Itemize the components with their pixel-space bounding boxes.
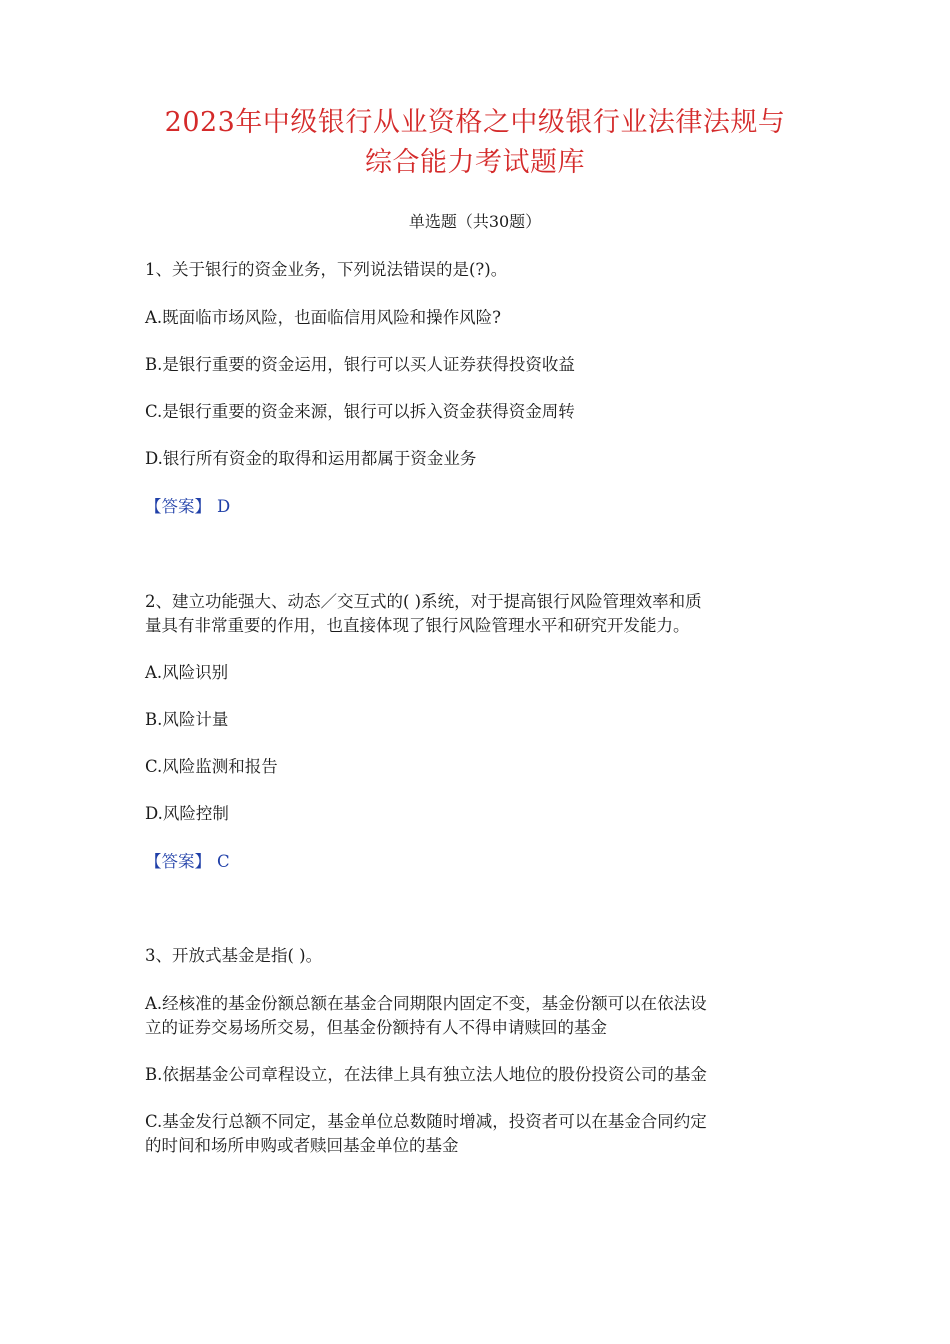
question-3-option-a-line-2: 立的证券交易场所交易，但基金份额持有人不得申请赎回的基金 xyxy=(145,1018,607,1037)
question-3-option-b: B.依据基金公司章程设立，在法律上具有独立法人地位的股份投资公司的基金 xyxy=(145,1065,707,1084)
document-title xyxy=(100,103,850,183)
title-line-1: 2023年中级银行从业资格之中级银行业法律法规与 xyxy=(164,107,786,138)
question-2-option-a: A.风险识别 xyxy=(145,663,229,682)
question-1-option-c: C.是银行重要的资金来源，银行可以拆入资金获得资金周转 xyxy=(145,402,575,421)
question-3-option-a-line-1: A.经核准的基金份额总额在基金合同期限内固定不变，基金份额可以在依法设 xyxy=(145,994,707,1013)
question-2-option-b: B.风险计量 xyxy=(145,710,229,729)
answer-value: C xyxy=(217,852,230,871)
question-1-answer xyxy=(145,494,810,520)
answer-value: D xyxy=(217,497,231,516)
section-heading: 单选题（共30题） xyxy=(408,212,542,231)
question-1-option-b: B.是银行重要的资金运用，银行可以买人证券获得投资收益 xyxy=(145,355,575,374)
question-2-stem-line-1: 2、建立功能强大、动态／交互式的( )系统，对于提高银行风险管理效率和质 xyxy=(145,592,702,611)
title-line-2: 综合能力考试题库 xyxy=(365,147,585,178)
question-2-option-c: C.风险监测和报告 xyxy=(145,757,278,776)
question-1-stem: 1、关于银行的资金业务，下列说法错误的是(?)。 xyxy=(145,260,508,279)
question-3-stem: 3、开放式基金是指( )。 xyxy=(145,946,323,965)
question-1-option-d: D.银行所有资金的取得和运用都属于资金业务 xyxy=(145,449,477,468)
question-2-answer xyxy=(145,849,810,875)
question-2-option-d: D.风险控制 xyxy=(145,804,229,823)
answer-tag: 【答案】 xyxy=(145,497,211,516)
question-3-option-c-line-2: 的时间和场所申购或者赎回基金单位的基金 xyxy=(145,1136,459,1155)
question-2-stem-line-2: 量具有非常重要的作用，也直接体现了银行风险管理水平和研究开发能力。 xyxy=(145,616,690,635)
question-3-option-c-line-1: C.基金发行总额不同定，基金单位总数随时增减，投资者可以在基金合同约定 xyxy=(145,1112,707,1131)
question-1-option-a: A.既面临市场风险，也面临信用风险和操作风险? xyxy=(145,308,502,327)
answer-tag: 【答案】 xyxy=(145,852,211,871)
